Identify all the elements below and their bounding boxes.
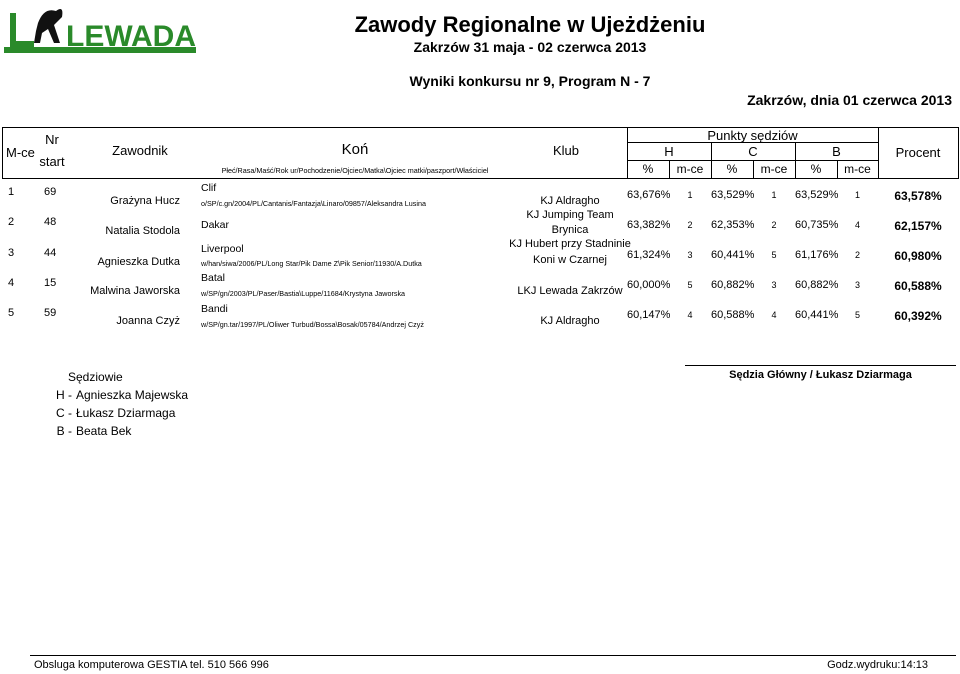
col-place: M-ce [6, 145, 35, 160]
row-b-pct: 60,735% [795, 219, 839, 231]
row-h-pct: 63,382% [627, 219, 671, 231]
lewada-logo [4, 3, 196, 55]
col-percent: Procent [895, 145, 941, 160]
row-b-pct: 60,882% [795, 279, 839, 291]
row-h-pct: 60,000% [627, 279, 671, 291]
footer-print-time: Godz.wydruku:14:13 [827, 659, 928, 671]
row-b-pct: 61,176% [795, 249, 839, 261]
row-h-mce: 2 [687, 220, 693, 230]
row-h-mce: 3 [687, 250, 693, 260]
row-c-pct: 60,441% [711, 249, 755, 261]
row-total: 60,588% [894, 279, 942, 293]
row-horse: Bandi [201, 303, 228, 315]
row-rider: Natalia Stodola [105, 225, 180, 237]
row-total: 63,578% [894, 189, 942, 203]
row-club: KJ Hubert przy Stadninie [509, 238, 631, 250]
judge-name: Beata Bek [76, 424, 132, 438]
row-place: 2 [8, 216, 15, 228]
col-judge-c: C [748, 144, 758, 159]
judge-name: Łukasz Dziarmaga [76, 406, 176, 420]
row-place: 5 [8, 307, 15, 319]
row-club-line2: Koni w Czarnej [533, 254, 607, 266]
row-c-mce: 3 [771, 280, 777, 290]
col-horse: Koń [341, 141, 369, 158]
row-horse-info: o/SP/c.gn/2004/PL/Cantanis/Fantazja\Linaro/09857/Aleksandra Lusina [201, 199, 426, 208]
row-horse: Clif [201, 182, 217, 194]
row-nr: 48 [44, 216, 57, 228]
row-nr: 69 [44, 186, 57, 198]
col-c-pct: % [726, 162, 738, 176]
row-total: 62,157% [894, 219, 942, 233]
chief-judge: Sędzia Główny / Łukasz Dziarmaga [729, 369, 912, 381]
row-nr: 15 [44, 277, 57, 289]
place-date: Zakrzów, dnia 01 czerwca 2013 [747, 92, 952, 108]
event-dates: Zakrzów 31 maja - 02 czerwca 2013 [413, 39, 647, 55]
row-c-pct: 60,882% [711, 279, 755, 291]
row-horse-info: w/han/siwa/2006/PL/Long Star/Pik Dame Z\Pik Senior/11930/A.Dutka [201, 259, 422, 268]
footer-divider [30, 655, 956, 656]
judge-entry [50, 386, 188, 404]
row-b-pct: 63,529% [795, 189, 839, 201]
row-place: 4 [8, 277, 15, 289]
row-h-pct: 61,324% [627, 249, 671, 261]
col-rider: Zawodnik [112, 143, 168, 158]
judge-position: H - [56, 388, 72, 402]
row-club: KJ Aldragho [540, 195, 600, 207]
row-total: 60,392% [894, 309, 942, 323]
row-nr: 44 [44, 247, 57, 259]
row-nr: 59 [44, 307, 57, 319]
col-club: Klub [552, 143, 580, 158]
row-horse-info: w/SP/gn.tar/1997/PL/Oliwer Turbud/Bossa\Bosak/05784/Andrzej Czyż [201, 320, 424, 329]
judge-position: C - [56, 406, 72, 420]
row-h-mce: 1 [687, 190, 693, 200]
row-rider: Agnieszka Dutka [97, 256, 180, 268]
col-b-mce: m-ce [844, 162, 871, 176]
col-horse-details: Płeć/Rasa/Maść/Rok ur/Pochodzenie/Ojciec/Matka\Ojciec matki/paszport/Właściciel [221, 166, 489, 175]
row-club: LKJ Lewada Zakrzów [517, 285, 623, 297]
col-judge-h: H [664, 144, 674, 159]
col-judges-points: Punkty sędziów [707, 128, 798, 143]
col-h-mce: m-ce [676, 162, 704, 176]
row-horse-info: w/SP/gn/2003/PL/Paser/Bastia\Luppe/11684/Krystyna Jaworska [201, 289, 406, 298]
footer-service: Obsluga komputerowa GESTIA tel. 510 566 996 [34, 659, 269, 671]
row-h-pct: 63,676% [627, 189, 671, 201]
row-h-mce: 5 [687, 280, 693, 290]
row-horse: Liverpool [201, 243, 244, 255]
row-b-mce: 1 [854, 190, 860, 200]
row-horse: Dakar [201, 219, 230, 231]
col-start: start [39, 154, 65, 169]
row-place: 1 [8, 186, 15, 198]
signature-line [685, 365, 956, 366]
row-b-mce: 5 [854, 310, 860, 320]
row-c-mce: 5 [771, 250, 777, 260]
judges-title: Sędziowie [68, 370, 123, 384]
col-h-pct: % [642, 162, 654, 176]
row-h-pct: 60,147% [627, 309, 671, 321]
row-c-mce: 2 [771, 220, 777, 230]
judge-position: B - [56, 424, 72, 438]
row-rider: Grażyna Hucz [110, 195, 180, 207]
event-title: Zawody Regionalne w Ujeżdżeniu [354, 12, 706, 37]
row-rider: Joanna Czyż [116, 315, 180, 327]
row-club-line2: Brynica [551, 224, 589, 236]
logo-text: LEWADA [66, 20, 196, 53]
col-b-pct: % [810, 162, 822, 176]
row-horse: Batal [201, 272, 225, 284]
row-rider: Malwina Jaworska [90, 285, 180, 297]
row-b-mce: 2 [854, 250, 860, 260]
row-club: KJ Jumping Team [526, 209, 614, 221]
row-c-mce: 4 [771, 310, 777, 320]
row-c-pct: 62,353% [711, 219, 755, 231]
row-c-pct: 63,529% [711, 189, 755, 201]
competition-subtitle: Wyniki konkursu nr 9, Program N - 7 [409, 73, 651, 89]
row-h-mce: 4 [687, 310, 693, 320]
row-b-mce: 4 [854, 220, 860, 230]
col-judge-b: B [832, 144, 841, 159]
col-nr: Nr [45, 132, 59, 147]
row-c-pct: 60,588% [711, 309, 755, 321]
row-c-mce: 1 [771, 190, 777, 200]
row-total: 60,980% [894, 249, 942, 263]
col-c-mce: m-ce [760, 162, 788, 176]
row-b-pct: 60,441% [795, 309, 839, 321]
judge-entry [50, 404, 188, 422]
row-place: 3 [8, 247, 15, 259]
row-b-mce: 3 [854, 280, 860, 290]
judge-entry [50, 422, 188, 440]
judges-section [50, 368, 188, 440]
judge-name: Agnieszka Majewska [76, 388, 189, 402]
row-club: KJ Aldragho [540, 315, 600, 327]
